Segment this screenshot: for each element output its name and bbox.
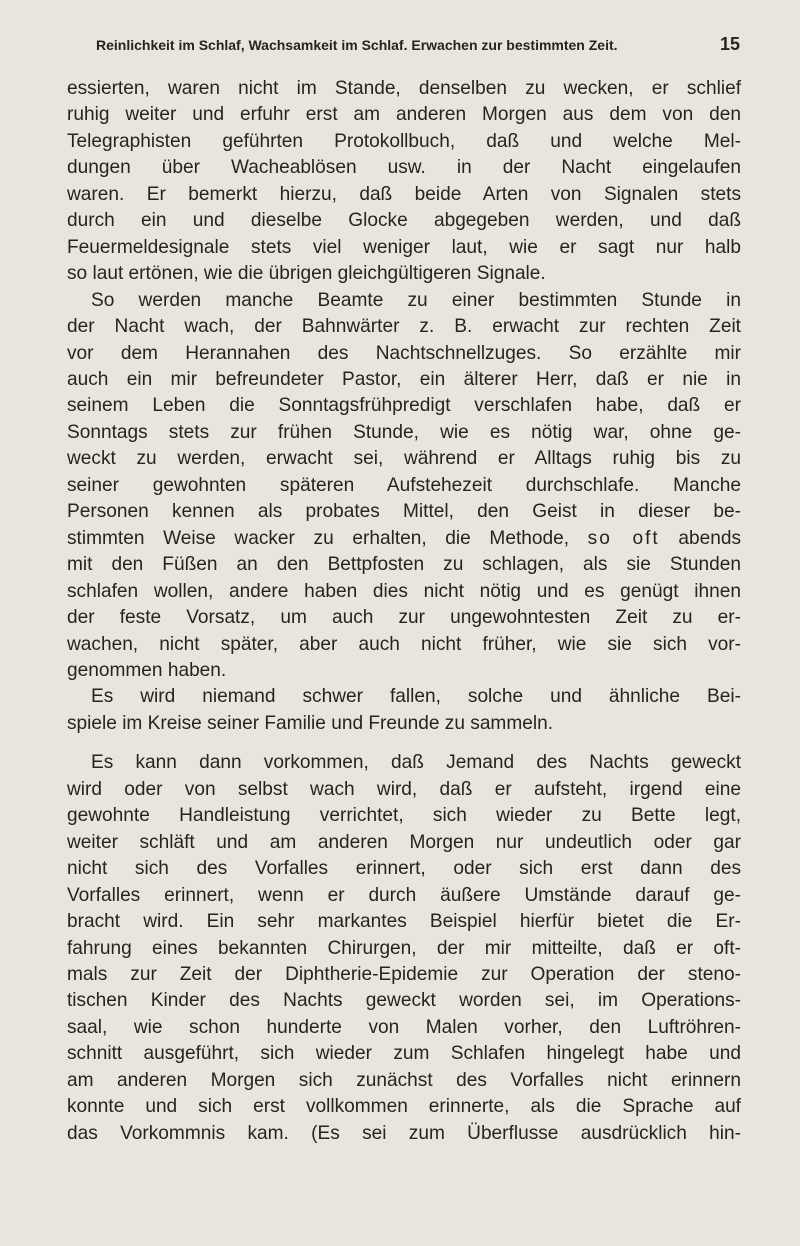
text-line: wachen, nicht später, aber auch nicht früher, wie sie sich vor- [67, 633, 741, 655]
text-segment: abends [659, 527, 742, 549]
paragraph-3 [67, 684, 741, 737]
paragraph-4 [67, 750, 741, 1147]
text-line-with-emphasis [67, 526, 741, 552]
text-line: Personen kennen als probates Mittel, den Geist in dieser be- [67, 501, 741, 523]
text-line: fahrung eines bekannten Chirurgen, der mir mitteilte, daß er oft- [67, 937, 741, 959]
text-line: essierten, waren nicht im Stande, denselben zu wecken, er schlief [67, 78, 741, 99]
text-line: dungen über Wacheablösen usw. in der Nacht eingelaufen [67, 157, 741, 179]
text-line: auch ein mir befreundeter Pastor, ein älterer Herr, daß er nie in [67, 368, 741, 390]
text-line: mit den Füßen an den Bettpfosten zu schlagen, als sie Stunden [67, 554, 741, 576]
text-line: gewohnte Handleistung verrichtet, sich wieder zu Bette legt, [67, 805, 741, 827]
page-number: 15 [719, 34, 740, 54]
text-line: seiner gewohnten späteren Aufstehezeit durchschlafe. Manche [67, 474, 741, 496]
text-line: Telegraphisten geführten Protokollbuch, daß und welche Mel- [67, 130, 741, 152]
text-line: Sonntags stets zur frühen Stunde, wie es nötig war, ohne ge- [67, 421, 741, 443]
text-line: schlafen wollen, andere haben dies nicht nötig und es genügt ihnen [67, 580, 741, 602]
text-line: weiter schläft und am anderen Morgen nur undeutlich oder gar [67, 831, 741, 853]
paragraph-2 [67, 288, 741, 685]
text-line: der feste Vorsatz, um auch zur ungewohntesten Zeit zu er- [67, 607, 741, 629]
text-line: So werden manche Beamte zu einer bestimmten Stunde in [91, 289, 741, 311]
text-line: saal, wie schon hunderte von Malen vorher, den Luftröhren- [67, 1016, 741, 1038]
text-line: das Vorkommnis kam. (Es sei zum Überflusse ausdrücklich hin- [67, 1122, 741, 1144]
text-line: weckt zu werden, erwacht sei, während er Alltags ruhig bis zu [67, 448, 741, 470]
text-line: spiele im Kreise seiner Familie und Freunde zu sammeln. [67, 712, 554, 734]
body-text [67, 76, 741, 1147]
text-line: mals zur Zeit der Diphtherie-Epidemie zur Operation der steno- [67, 963, 741, 985]
spaced-emphasis: so oft [587, 527, 660, 549]
text-line: der Nacht wach, der Bahnwärter z. B. erwacht zur rechten Zeit [67, 316, 741, 338]
text-line: ruhig weiter und erfuhr erst am anderen Morgen aus dem von den [67, 104, 741, 126]
text-line: seinem Leben die Sonntagsfrühpredigt verschlafen habe, daß er [67, 395, 741, 417]
paragraph-1 [67, 76, 741, 288]
text-line: tischen Kinder des Nachts geweckt worden sei, im Operations- [67, 990, 741, 1012]
text-line: vor dem Herannahen des Nachtschnellzuges. So erzählte mir [67, 342, 741, 364]
running-head-title: Reinlichkeit im Schlaf, Wachsamkeit im Schlaf. Erwachen zur bestimmten Zeit. [96, 37, 618, 53]
running-head [96, 34, 740, 58]
text-line: Vorfalles erinnert, wenn er durch äußere Umstände darauf ge- [67, 884, 741, 906]
text-line: schnitt ausgeführt, sich wieder zum Schlafen hingelegt habe und [67, 1043, 741, 1065]
text-line: wird oder von selbst wach wird, daß er aufsteht, irgend eine [67, 778, 741, 800]
text-line: durch ein und dieselbe Glocke abgegeben werden, und daß [67, 210, 741, 232]
text-line: waren. Er bemerkt hierzu, daß beide Arten von Signalen stets [67, 183, 741, 205]
text-segment: stimmten Weise wacker zu erhalten, die Methode, [67, 527, 588, 549]
text-line: Es wird niemand schwer fallen, solche und ähnliche Bei- [91, 686, 741, 708]
text-line: konnte und sich erst vollkommen erinnerte, als die Sprache auf [67, 1096, 741, 1118]
text-line: nicht sich des Vorfalles erinnert, oder sich erst dann des [67, 858, 741, 880]
text-line: bracht wird. Ein sehr markantes Beispiel hierfür bietet die Er- [67, 911, 741, 933]
text-line: Feuermeldesignale stets viel weniger laut, wie er sagt nur halb [67, 236, 741, 258]
text-line: Es kann dann vorkommen, daß Jemand des Nachts geweckt [91, 752, 741, 774]
text-line: am anderen Morgen sich zunächst des Vorfalles nicht erinnern [67, 1069, 741, 1091]
text-line: genommen haben. [67, 659, 227, 681]
text-line: so laut ertönen, wie die übrigen gleichgültigeren Signale. [67, 263, 546, 285]
